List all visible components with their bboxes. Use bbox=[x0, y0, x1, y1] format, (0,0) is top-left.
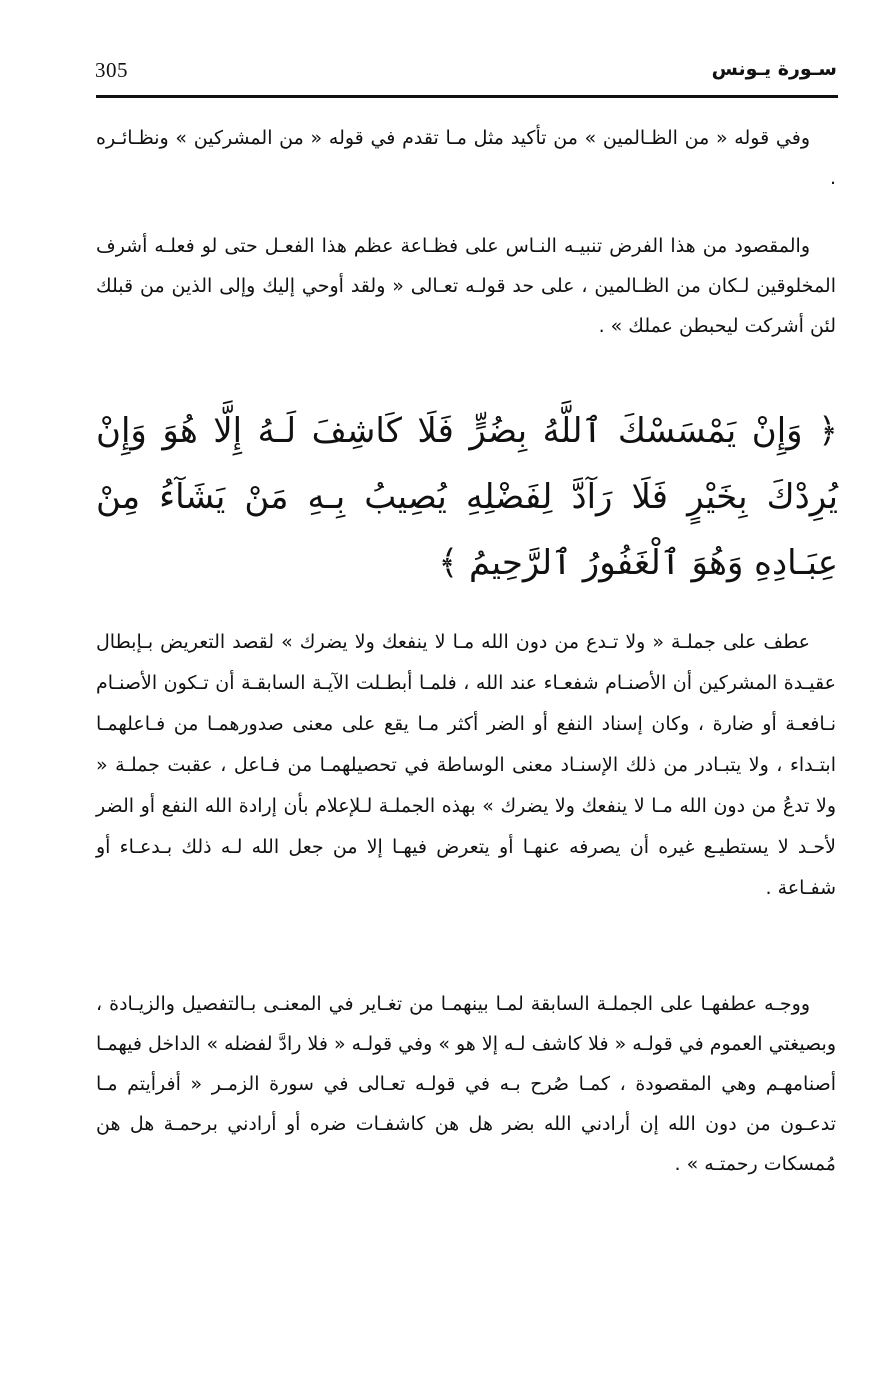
page-number: 305 bbox=[95, 58, 128, 82]
header-rule bbox=[96, 95, 838, 98]
page-header bbox=[95, 56, 837, 94]
running-head-title: سـورة يـونس bbox=[711, 58, 837, 80]
quran-verse: ﴿ وَإِنْ يَمْسَسْكَ ٱللَّهُ بِضُرٍّ فَلَا كَاشِفَ لَـهُ إِلَّا هُوَ وَإِنْ يُرِدْكَ بِخَيْرٍ فَلَا رَآدَّ لِفَضْلِهِ يُصِيبُ بِـهِ مَنْ يَشَآءُ مِنْ عِبَـادِهِ وَهُوَ ٱلْغَفُورُ ٱلرَّحِيمُ ﴾ bbox=[96, 411, 838, 583]
commentary-paragraph-2: ووجـه عطفهـا على الجملـة السابقة لمـا بينهمـا من تغـاير في المعنـى بـالتفصيل والزيـادة ، وبصيغتي العموم في قولـه « فلا كاشف لـه إلا هو » وفي قولـه « فلا رادَّ لفضله » الداخل فيهمـا أصنامهـم وهي المقصودة ، كمـا صُرح بـه في قولـه تعـالى في سورة الزمـر « أفرأيتم مـا تدعـون من دون الله إن أرادني الله بضر هل هن كاشفـات ضره أو أرادني برحمـة هل هن مُمسكات رحمتـه » . bbox=[96, 993, 836, 1175]
commentary-paragraph-1: عطف على جملـة « ولا تـدع من دون الله مـا لا ينفعك ولا يضرك » لقصد التعريض بـإبطال عقيـدة المشركين أن الأصنـام شفعـاء عند الله ، فلمـا أبطـلت الآيـة السابقـة أن تـكون الأصنـام نـافعـة أو ضارة ، وكان إسناد النفع أو الضر أكثر مـا يقع على معنى صدورهمـا من فـاعلهمـا ابتـداء ، ولا يتبـادر من ذلك الإسنـاد معنى الوساطة في تحصيلهمـا من فـاعل ، عقبت جملـة « ولا تدعُ من دون الله مـا لا ينفعك ولا يضرك » بهذه الجملـة لـلإعلام بأن إرادة الله النفع أو الضر لأحـد لا يستطيـع غيره أن يصرفه عنهـا أو يتعرض فيهـا إلا من جعل الله لـه ذلك بـدعـاء أو شفـاعة . bbox=[96, 631, 836, 899]
paragraph-2: والمقصود من هذا الفرض تنبيـه النـاس على فظـاعة عظم هذا الفعـل حتى لو فعلـه أشرف المخلوقين لـكان من الظـالمين ، على حد قولـه تعـالى « ولقد أوحي إليك وإلى الذين من قبلك لئن أشركت ليحبطن عملك » . bbox=[96, 235, 836, 337]
paragraph-1: وفي قوله « من الظـالمين » من تأكيد مثل مـا تقدم في قوله « من المشركين » ونظـائـره . bbox=[96, 127, 836, 189]
